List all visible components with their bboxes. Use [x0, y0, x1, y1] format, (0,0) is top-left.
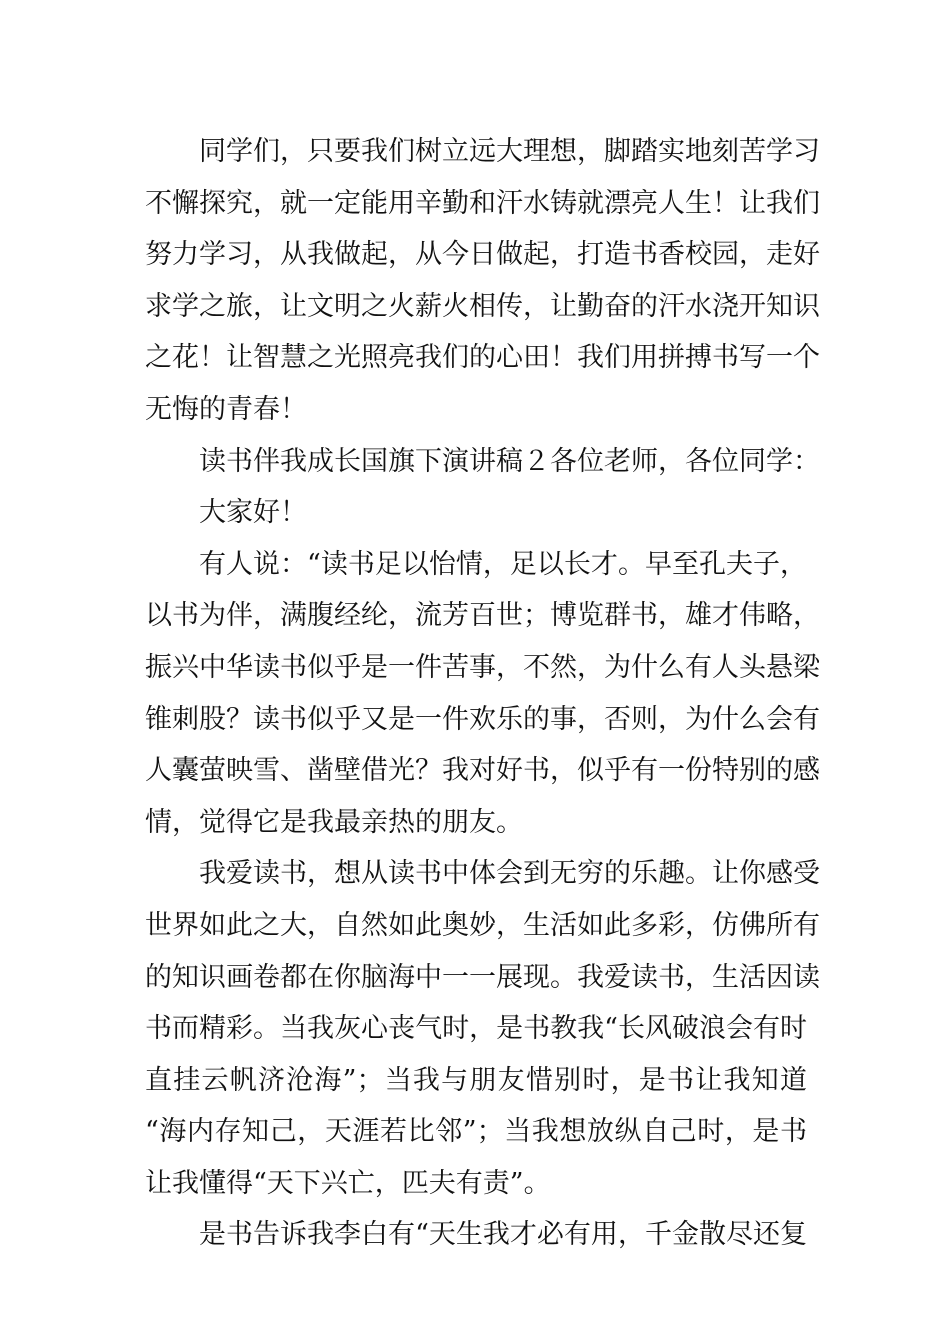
text-line: 锥刺股？读书似乎又是一件欢乐的事，否则，为什么会有 — [145, 703, 820, 735]
text-line: 让我懂得“天下兴亡，匹夫有责”。 — [145, 1167, 551, 1199]
text-line: 情，觉得它是我最亲热的朋友。 — [145, 806, 523, 838]
paragraph — [145, 436, 820, 488]
text-line: 世界如此之大，自然如此奥妙，生活如此多彩，仿佛所有 — [145, 909, 820, 941]
text-line: 求学之旅，让文明之火薪火相传，让勤奋的汗水浇开知识 — [145, 290, 820, 322]
text-line: 是书告诉我李白有“天生我才必有用，千金散尽还复 — [199, 1219, 807, 1251]
text-line: 大家好！ — [199, 497, 307, 529]
text-line: 直挂云帆济沧海”；当我与朋友惜别时，是书让我知道 — [145, 1064, 807, 1096]
paragraph — [145, 848, 820, 1209]
paragraph — [145, 539, 820, 849]
paragraph — [145, 487, 807, 539]
text-line: 有人说：“读书足以怡情，足以长才。早至孔夫子， — [199, 548, 807, 580]
document-body — [145, 126, 820, 1261]
text-line: 无悔的青春！ — [145, 393, 307, 425]
text-line: “海内存知己，天涯若比邻”；当我想放纵自己时，是书 — [145, 1116, 807, 1148]
text-line: 以书为伴，满腹经纶，流芳百世；博览群书，雄才伟略， — [145, 600, 820, 632]
text-line: 我爱读书，想从读书中体会到无穷的乐趣。让你感受 — [199, 858, 820, 890]
text-line: 努力学习，从我做起，从今日做起，打造书香校园，走好 — [145, 239, 820, 271]
text-line: 书而精彩。当我灰心丧气时，是书教我“长风破浪会有时 — [145, 1013, 807, 1045]
text-line: 不懈探究，就一定能用辛勤和汗水铸就漂亮人生！让我们 — [145, 187, 820, 219]
paragraph — [145, 126, 820, 436]
paragraph — [145, 1209, 807, 1261]
text-line: 的知识画卷都在你脑海中一一展现。我爱读书，生活因读 — [145, 961, 820, 993]
text-line: 读书伴我成长国旗下演讲稿２各位老师，各位同学： — [199, 445, 820, 477]
text-line: 同学们，只要我们树立远大理想，脚踏实地刻苦学习 — [199, 136, 820, 167]
text-line: 人囊萤映雪、凿壁借光？我对好书，似乎有一份特别的感 — [145, 755, 820, 787]
text-line: 振兴中华读书似乎是一件苦事，不然，为什么有人头悬梁 — [145, 651, 820, 683]
text-line: 之花！让智慧之光照亮我们的心田！我们用拼搏书写一个 — [145, 342, 820, 374]
